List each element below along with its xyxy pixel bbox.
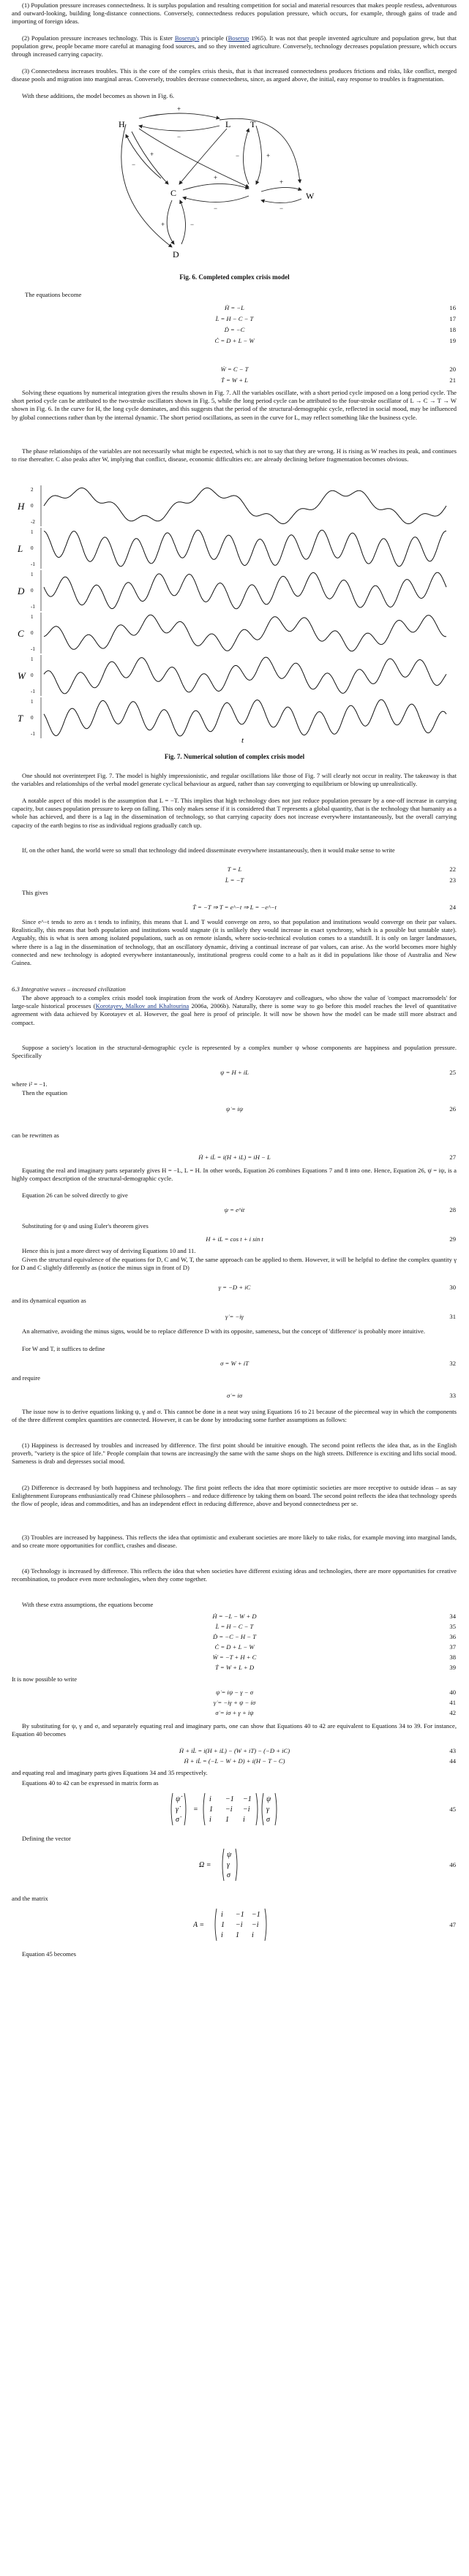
equation: Ḋ = −C − H − T 36	[212, 1633, 456, 1640]
paragraph: The phase relationships of the variables are not necessarily what might be expected, which is not to say that they are wrong. H is rising as W reaches its peak, and continues to rise thereafter. C also peaks after W, implying that conflict, disease, economic difficulties etc. are already declining before fragmentation becomes obvious.	[12, 447, 457, 463]
svg-text:1: 1	[221, 1921, 225, 1929]
edge-sign: −	[236, 152, 240, 159]
y-tick-label: -2	[31, 519, 35, 525]
equation: Ḣ + iL̇ = i(H + iL) − (W + iT) − (−D + iC) 43	[179, 1747, 456, 1754]
text-line: Equation 26 can be solved directly to give	[22, 1192, 128, 1199]
y-tick-label: 1	[31, 656, 34, 662]
edge-sign: +	[161, 221, 165, 228]
svg-text:A =: A =	[193, 1921, 205, 1929]
equation: Ċ = D + L − W 19	[214, 337, 456, 344]
svg-text:−1: −1	[243, 1795, 252, 1803]
series-line-H	[44, 488, 446, 524]
text-line: This gives	[22, 889, 48, 896]
paragraph: Solving these equations by numerical integration gives the results shown in Fig. 7. All the variables oscillate, with a short period cycle imposed on a long period cycle. The short period cycle can be attributed to the two-stroke oscillators shown in Fig. 5, while the long period cycle can be attributed to the four-stroke oscillator of L → C → T → W shown in Fig. 6. In the curve for H, the long cycle dominates, and this suggests that the period of the structural-demographic cycle, reflected in social mood, may be influenced by global connections rather than by the internal dynamic. The short period oscillations, as seen in the curve for L, may reflect something like the business cycle.	[12, 389, 457, 421]
equation: Ṫ = W + L 21	[221, 376, 456, 384]
edge-sign: +	[150, 151, 154, 158]
svg-text:i: i	[221, 1911, 223, 1919]
svg-text:−i: −i	[236, 1921, 243, 1929]
equation: Ḣ + iL̇ = (−L − W + D) + i(H − T − C) 44	[184, 1757, 456, 1765]
svg-text:σ: σ	[266, 1816, 270, 1824]
text-line: For W and T, it suffices to define	[22, 1345, 105, 1352]
y-tick-label: 1	[31, 699, 34, 705]
citation-link[interactable]: Boserup's	[174, 34, 200, 42]
edge-sign: +	[266, 152, 271, 159]
svg-text:−i: −i	[243, 1806, 250, 1814]
svg-text:=: =	[193, 1806, 198, 1814]
paragraph: The issue now is to derive equations linking ψ, γ and σ. This cannot be done in a neat way using Equations 16 to 21 because of the piecemeal way in which the components of the three different complex quantities are connected. However, it can be done by introducing some further assumptions as follows:	[12, 1408, 457, 1424]
node-H: H	[119, 119, 125, 129]
panel-label-T: T	[18, 713, 23, 724]
y-tick-label: -1	[31, 561, 35, 567]
svg-text:−i: −i	[252, 1921, 259, 1929]
equation: γ̇ = −iγ + ψ − iσ 41	[213, 1699, 456, 1706]
y-tick-label: 2	[31, 487, 34, 493]
equation: Ẇ = C − T 20	[220, 365, 456, 373]
paragraph: An alternative, avoiding the minus signs, would be to replace difference D with its opposite, sameness, but the concept of 'difference' is probably more intuitive.	[22, 1327, 425, 1335]
y-tick-label: 1	[31, 529, 34, 535]
svg-text:1: 1	[225, 1816, 229, 1824]
text-line: Then the equation	[22, 1089, 68, 1096]
panel-label-H: H	[18, 501, 25, 512]
y-tick-label: -1	[31, 646, 35, 652]
text-line: and require	[12, 1374, 40, 1382]
edge-sign: +	[279, 178, 284, 186]
equation: Ẇ = −T + H + C 38	[212, 1653, 456, 1661]
equation: Ḣ = −L − W + D 34	[212, 1613, 456, 1620]
text-line: can be rewritten as	[12, 1132, 59, 1139]
paragraph: (2) Difference is decreased by both happiness and technology. The first point reflects the idea that more optimistic societies are more receptive to outside ideas – as say Enlightenment Europeans enthusiastically read Chinese philosophers – and reduce difference by taking them on board. The second point reflects the idea that technology speeds the flow of people, ideas and commodities, and has an independent effect in reducing difference, above and beyond connectedness per se.	[12, 1484, 457, 1508]
equation: 45	[449, 1806, 456, 1813]
figure-caption: Fig. 6. Completed complex crisis model	[179, 273, 290, 281]
svg-text:σ: σ	[227, 1871, 230, 1879]
paragraph: A notable aspect of this model is the assumption that L = −T. This implies that high technology does not just reduce population pressure by a one-off increase in carrying capacity, but causes population pressure to keep on falling. This only makes sense if it is considered that T represents a global quantity, that is the technology that humanity as a whole has achieved, and there is a lag in the dissemination of technology, so that carrying capacity does not increase everywhere instantaneously, but the overall carrying capacity of the earth begins to rise as individual regions gradually catch up.	[12, 797, 457, 829]
edge-sign: +	[177, 105, 181, 113]
text-line: Defining the vector	[22, 1835, 71, 1842]
series-line-D	[44, 572, 446, 609]
x-axis-label: t	[241, 736, 244, 745]
text-line: Hence this is just a more direct way of deriving Equations 10 and 11.	[22, 1247, 196, 1254]
svg-text:i: i	[209, 1816, 211, 1824]
equation: 47	[449, 1921, 456, 1928]
equation: ψ̇ = iψ 26	[225, 1105, 456, 1113]
text-line: Equation 45 becomes	[22, 1950, 76, 1958]
edge-sign: +	[214, 174, 218, 181]
node-W: W	[306, 191, 315, 201]
svg-text:−1: −1	[225, 1795, 234, 1803]
svg-text:−1: −1	[236, 1911, 244, 1919]
svg-text:1: 1	[236, 1931, 239, 1939]
svg-text:γ̇: γ̇	[176, 1806, 179, 1814]
equation: γ = −D + iC 30	[218, 1284, 456, 1291]
svg-text:ψ: ψ	[227, 1851, 232, 1859]
paragraph: With these additions, the model becomes as shown in Fig. 6.	[22, 92, 175, 99]
equation: Ċ = D + L − W 37	[214, 1643, 456, 1651]
y-tick-label: 0	[31, 545, 34, 551]
paragraph: One should not overinterpret Fig. 7. The model is highly impressionistic, and regular oscillations like those of Fig. 7 will clearly not occur in reality. The takeaway is that the variables and relationships of the verbal model generate cyclical behaviour as argued, rather than say converging to equilibrium or blowing up unrealistically.	[12, 772, 457, 788]
y-tick-label: 0	[31, 630, 34, 636]
edge-sign: −	[132, 161, 136, 168]
paragraph: (4) Technology is increased by difference. This reflects the idea that when societies have different existing ideas and technologies, there are more opportunities for creative recombination, to produce even more technologies, when they come together.	[12, 1567, 457, 1583]
paragraph: (2) Population pressure increases technology. This is Ester Boserup's principle (Boserup 1965). It was not that people invented agriculture and population grew, but that population grew, people became more careful at managing food sources, and so they invented agriculture. Conversely, technology decreases population pressure, which occurs through increased carrying capacity.	[12, 34, 457, 58]
y-tick-label: 0	[31, 715, 34, 721]
panel-label-D: D	[18, 586, 25, 596]
svg-text:i: i	[221, 1931, 223, 1939]
node-T: T	[250, 119, 256, 129]
edge-sign: −	[214, 205, 218, 212]
equation: L̇ = H − C − T 35	[215, 1623, 456, 1630]
equation: Ḋ = −C 18	[224, 326, 456, 333]
svg-text:γ: γ	[266, 1806, 269, 1814]
equation: σ = W + iT 32	[220, 1360, 456, 1367]
panel-label-W: W	[18, 670, 26, 681]
section-heading: 6.3 Integrative waves – increased civilization	[12, 985, 126, 993]
text-line: Equations 40 to 42 can be expressed in matrix form as	[22, 1779, 159, 1787]
y-tick-label: 0	[31, 503, 34, 509]
citation-link[interactable]: Boserup	[228, 34, 249, 42]
equation: γ̇ = −iγ 31	[225, 1313, 456, 1320]
svg-text:σ̇: σ̇	[176, 1816, 179, 1824]
paragraph: (1) Happiness is decreased by troubles and increased by difference. The first point should be intuitive enough. The second point reflects the idea that, as in the English proverb, "variety is the spice of life." People complain that towns are increasingly the same with the same shops on the high streets. Difference is exciting and lifts social mood. Sameness is drab and depresses social mood.	[12, 1442, 457, 1466]
svg-text:−i: −i	[225, 1806, 233, 1814]
svg-text:1: 1	[209, 1806, 213, 1814]
series-line-W	[44, 657, 446, 694]
equation: H + iL = cos t + i sin t 29	[206, 1235, 456, 1243]
equation: L̇ = −T 23	[225, 876, 456, 884]
paragraph: Equating the real and imaginary parts separately gives H = −L, L = H. In other words, Equation 26 combines Equations 7 and 8 into one. Hence, Equation 26, ψ̇ = iψ, is a highly compact description of the structural-demographic cycle.	[12, 1167, 457, 1183]
equation: T = L 22	[227, 865, 456, 873]
y-tick-label: 1	[31, 572, 34, 577]
svg-text:ψ̇: ψ̇	[176, 1795, 181, 1803]
paragraph: Suppose a society's location in the structural-demographic cycle is represented by a complex number ψ whose components are happiness and population pressure. Specifically	[12, 1044, 457, 1060]
equation: ψ̇ = iψ − γ − σ 40	[216, 1689, 456, 1696]
equation: Ṫ = W + L + D 39	[214, 1664, 456, 1671]
paragraph: By substituting for ψ, γ and σ, and separately equating real and imaginary parts, one can show that Equations 40 to 42 are equivalent to Equations 34 to 39. For instance, Equation 40 becomes	[12, 1722, 457, 1738]
svg-text:ψ: ψ	[266, 1795, 271, 1803]
paragraph: (3) Connectedness increases troubles. This is the core of the complex crisis thesis, that is that increased connectedness produces frictions and risks, like conflict, merged disease pools and migration into marginal areas. Conversely, troubles decrease connectedness, since, as argued above, the initial, easy response to troubles is fragmentation.	[12, 67, 457, 83]
text-line: and its dynamical equation as	[12, 1297, 86, 1304]
edge-sign: −	[279, 205, 284, 212]
node-D: D	[173, 249, 179, 260]
node-C: C	[170, 188, 177, 198]
text-line: It is now possible to write	[12, 1675, 78, 1683]
svg-text:i: i	[252, 1931, 254, 1939]
paragraph: The above approach to a complex crisis model took inspiration from the work of Andrey Korotayev and colleagues, who show the value of 'compact macromodels' for large-scale historical processes (Korotayev, Malkov and Khaltourina 2006a, 2006b). Naturally, there is some way to go before this model reaches the level of quantitative agreement with data achieved by Korotayev et al. However, the goal here is proof of principle. It will now be shown how the model can be made still more abstract and compact.	[12, 994, 457, 1026]
paragraph: (1) Population pressure increases connectedness. It is surplus population and resulting competition for social and material resources that makes people restless, adventurous and outward-looking, building long-distance connections. Conversely, connectedness reduces population pressure, which occurs, for example, through gains of trade and importing of foreign ideas.	[12, 1, 457, 26]
series-line-L	[44, 530, 446, 567]
y-tick-label: 1	[31, 614, 34, 620]
equation: σ̇ = iσ + γ + iψ 42	[215, 1709, 456, 1716]
panel-label-C: C	[18, 628, 24, 639]
y-tick-label: 0	[31, 673, 34, 678]
paragraph: Given the structural equivalence of the equations for D, C and W, T, the same approach can be applied to them. However, it will be helpful to define the complex quantity γ for D and C slightly differently as (notice the minus sign in front of D)	[12, 1256, 457, 1272]
paragraph: Since e^−t tends to zero as t tends to infinity, this means that L and T would converge on zero, so that population and institutions would converge on their par values. Realistically, this means that both population and institutions would stagnate (it is unlikely they would increase in exact synchrony, which is a possible but unstable state). Arguably, this is what is seen among isolated populations, such as on remote islands, where socio-technical evolution comes to a standstill. It is only on larger landmasses, where there is a lag in the dissemination of technology, that an oscillatory dynamic, driving a continual increase of par values, can arise. As the world becomes more highly connected and new technology is adopted everywhere instantaneously, institutional progress could come to a halt as it did in populations like those of Australia and New Guinea.	[12, 918, 457, 967]
text-line: and the matrix	[12, 1895, 48, 1902]
edge-sign: −	[177, 133, 181, 140]
equation: Ṫ = −T ⇒ T = e^−t ⇒ L = −e^−t 24	[192, 904, 456, 911]
y-tick-label: -1	[31, 689, 35, 694]
text-line: where i² = −1.	[12, 1080, 48, 1088]
text-line: Substituting for ψ and using Euler's theorem gives	[22, 1222, 149, 1230]
node-L: L	[225, 119, 231, 129]
fig7-chart	[15, 482, 454, 746]
equation: σ̇ = iσ 33	[227, 1392, 456, 1399]
text-line: and equating real and imaginary parts gives Equations 34 and 35 respectively.	[12, 1769, 208, 1776]
y-tick-label: -1	[31, 731, 35, 737]
y-tick-label: 0	[31, 588, 34, 594]
equation: ψ = e^it 28	[224, 1206, 456, 1213]
text-line: With these extra assumptions, the equations become	[22, 1601, 154, 1608]
paragraph: If, on the other hand, the world were so small that technology did indeed disseminate everywhere instantaneously, then it would make sense to write	[22, 846, 395, 854]
svg-text:γ: γ	[227, 1861, 230, 1869]
series-line-C	[44, 615, 446, 651]
y-tick-label: -1	[31, 604, 35, 610]
figure-caption: Fig. 7. Numerical solution of complex crisis model	[164, 753, 305, 760]
svg-text:−1: −1	[252, 1911, 260, 1919]
edge-sign: −	[190, 221, 195, 228]
citation-link[interactable]: Korotayev, Malkov and Khaltourina	[95, 1002, 190, 1010]
svg-text:i: i	[243, 1816, 245, 1824]
fig6-diagram	[110, 102, 359, 267]
paragraph: (3) Troubles are increased by happiness. This reflects the idea that optimistic and exuberant societies are more likely to take risks, for example moving into marginal lands, and so create more opportunities for conflict, crashes and disease.	[12, 1534, 457, 1550]
equation: 46	[449, 1861, 456, 1868]
panel-label-L: L	[18, 543, 23, 554]
series-line-T	[44, 700, 446, 736]
equation: ψ = H + iL 25	[220, 1069, 456, 1076]
svg-text:i: i	[209, 1795, 211, 1803]
equation: Ḣ + iL̇ = i(H + iL) = iH − L 27	[198, 1153, 456, 1161]
svg-text:Ω =: Ω =	[199, 1861, 211, 1869]
text-line: The equations become	[25, 291, 82, 298]
equation: L̇ = H − C − T 17	[215, 315, 456, 322]
equation: Ḣ = −L 16	[225, 304, 456, 311]
